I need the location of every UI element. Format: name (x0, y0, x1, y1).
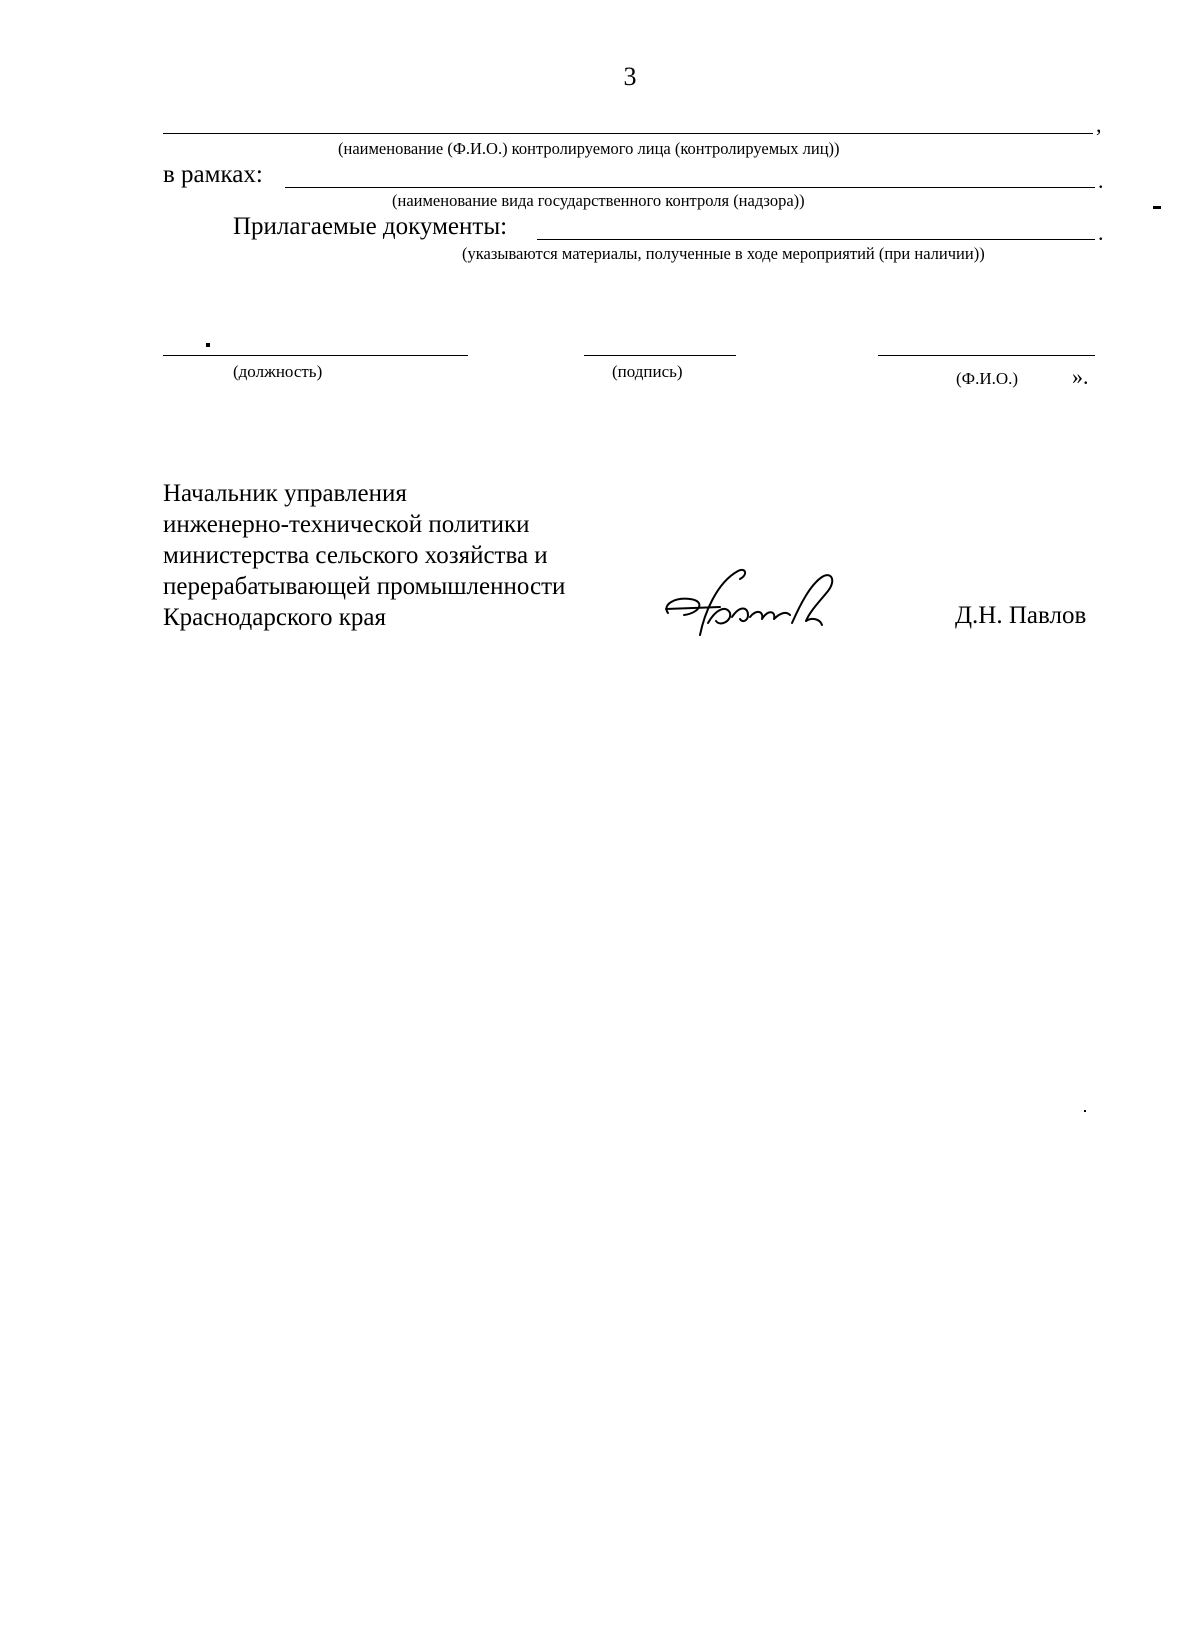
controlled-person-caption: (наименование (Ф.И.О.) контролируемого лица (контролируемых лиц)) (338, 139, 840, 158)
signature-line (584, 355, 736, 356)
controlled-person-line (163, 133, 1093, 134)
scan-dot (206, 343, 210, 347)
closing-quote: ». (1072, 364, 1089, 389)
framework-line (285, 187, 1095, 188)
attached-documents-caption: (указываются материалы, полученные в ходе мероприятий (при наличии)) (462, 244, 985, 263)
signature-caption: (подпись) (612, 362, 683, 381)
signer-title-line: перерабатывающей промышленности (163, 573, 566, 600)
name-caption: (Ф.И.О.) (956, 369, 1019, 388)
framework-label: в рамках: (163, 161, 263, 188)
position-caption: (должность) (233, 362, 323, 381)
name-line (878, 355, 1095, 356)
signer-title-line: министерства сельского хозяйства и (163, 542, 548, 569)
signer-name: Д.Н. Павлов (955, 602, 1087, 629)
signer-title-line: инженерно-технической политики (163, 511, 530, 538)
attached-documents-end-mark: . (1098, 220, 1104, 245)
scan-mark (1084, 1110, 1086, 1112)
attached-documents-line (537, 239, 1095, 240)
signer-title-line: Начальник управления (163, 480, 407, 507)
scan-mark (1153, 206, 1161, 209)
line1-end-mark: , (1096, 112, 1102, 137)
framework-caption: (наименование вида государственного контроля (надзора)) (392, 191, 805, 210)
signer-title-line: Краснодарского края (163, 604, 386, 631)
framework-end-mark: . (1098, 168, 1104, 193)
signer-title (163, 478, 565, 633)
attached-documents-label: Прилагаемые документы: (233, 213, 508, 240)
handwritten-signature (660, 565, 840, 645)
position-line (163, 355, 468, 356)
page-number: 3 (623, 62, 637, 91)
